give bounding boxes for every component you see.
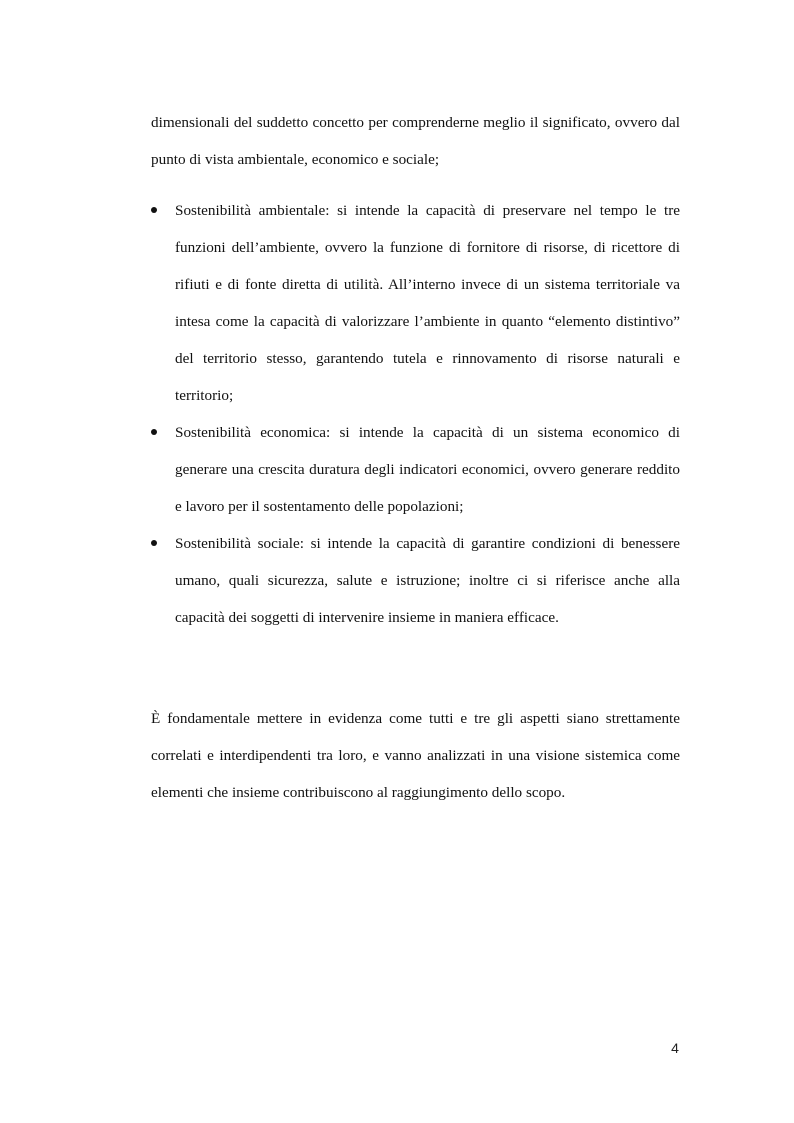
list-item-text: Sostenibilità economica: si intende la capacità di un sistema economico di generare una crescita duratura degli indicatori economici, ovvero generare reddito e lavoro per il sostentamento delle popolazioni; [175,424,680,515]
list-item-text: Sostenibilità sociale: si intende la capacità di garantire condizioni di benessere umano, quali sicurezza, salute e istruzione; inoltre ci si riferisce anche alla capacità dei soggetti di intervenire insieme in maniera efficace. [175,535,680,626]
intro-paragraph: dimensionali del suddetto concetto per comprenderne meglio il significato, ovvero dal punto di vista ambientale, economico e sociale; [151,114,680,168]
list-item-economic [151,414,680,525]
list-item-environmental [151,192,680,414]
sustainability-list [151,192,680,636]
list-item-text: Sostenibilità ambientale: si intende la capacità di preservare nel tempo le tre funzioni dell’ambiente, ovvero la funzione di fornitore di risorse, di ricettore di rifiuti e di fonte diretta di utilità. All’interno invece di un sistema territoriale va intesa come la capacità di valorizzare l’ambiente in quanto “elemento distintivo” del territorio stesso, garantendo tutela e rinnovamento di risorse naturali e territorio; [175,202,680,404]
bullet-icon [151,540,157,546]
bullet-icon [151,429,157,435]
bullet-icon [151,207,157,213]
page-number: 4 [671,1040,679,1056]
closing-paragraph: È fondamentale mettere in evidenza come tutti e tre gli aspetti siano strettamente correlati e interdipendenti tra loro, e vanno analizzati in una visione sistemica come elementi che insieme contribuiscono al raggiungimento dello scopo. [151,710,680,801]
list-item-social [151,525,680,636]
